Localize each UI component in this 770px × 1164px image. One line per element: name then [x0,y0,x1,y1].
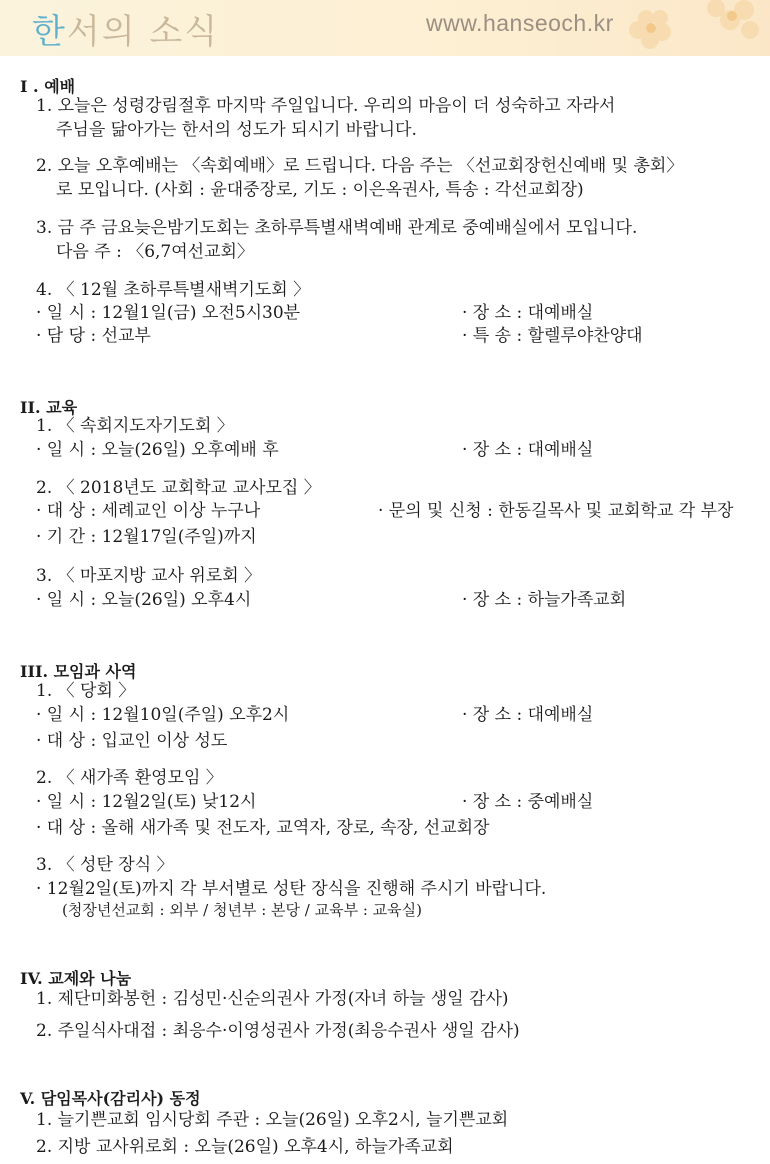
list-item: 로 모입니다. (사회 : 윤대중장로, 기도 : 이은옥권사, 특송 : 각선교회장) [56,180,584,200]
title-first-char: 한 [32,12,67,52]
church-url[interactable]: www.hanseoch.kr [426,10,614,36]
page-header [0,0,770,56]
list-item: · 대 상 : 올해 새가족 및 전도자, 교역자, 장로, 속장, 선교회장 [36,818,490,838]
list-item: · 일 시 : 12월10일(주일) 오후2시 [36,705,290,725]
list-item: 3. 〈 마포지방 교사 위로회 〉 [36,566,262,586]
list-item: · 담 당 : 선교부 [36,326,151,346]
section-title-pastor-schedule: V. 담임목사(감리사) 동정 [20,1089,201,1108]
newsletter-title [32,4,219,53]
list-item: · 장 소 : 대예배실 [462,705,594,725]
list-item: 1. 오늘은 성령강림절후 마지막 주일입니다. 우리의 마음이 더 성숙하고 자라서 [36,96,616,116]
list-item: · 기 간 : 12월17일(주일)까지 [36,527,257,547]
list-item: 1. 제단미화봉헌 : 김성민·신순의권사 가정(자녀 하늘 생일 감사) [36,989,509,1009]
flower-decoration-icon [610,0,770,56]
section-title-fellowship: IV. 교제와 나눔 [20,969,132,988]
list-item: 2. 주일식사대접 : 최응수·이영성권사 가정(최응수권사 생일 감사) [36,1021,520,1041]
list-item: · 장 소 : 대예배실 [462,440,594,460]
list-item: · 일 시 : 12월1일(금) 오전5시30분 [36,303,301,323]
list-item: 1. 늘기쁜교회 임시당회 주관 : 오늘(26일) 오후2시, 늘기쁜교회 [36,1110,509,1130]
list-item: (청장년선교회 : 외부 / 청년부 : 본당 / 교육부 : 교육실) [62,901,422,919]
list-item: 2. 〈 새가족 환영모임 〉 [36,768,223,788]
list-item: 3. 금 주 금요늦은밤기도회는 초하루특별새벽예배 관계로 중예배실에서 모입니다. [36,218,638,238]
list-item: · 일 시 : 12월2일(토) 낮12시 [36,792,257,812]
list-item: · 문의 및 신청 : 한동길목사 및 교회학교 각 부장 [378,501,734,521]
list-item: · 일 시 : 오늘(26일) 오후4시 [36,590,252,610]
section-title-education: II. 교육 [20,398,78,417]
list-item: · 장 소 : 중예배실 [462,792,594,812]
list-item: · 대 상 : 입교인 이상 성도 [36,731,228,751]
list-item: 2. 〈 2018년도 교회학교 교사모집 〉 [36,478,321,498]
list-item: 2. 지방 교사위로회 : 오늘(26일) 오후4시, 하늘가족교회 [36,1137,454,1157]
title-rest: 서의 소식 [66,12,220,52]
list-item: · 특 송 : 할렐루야찬양대 [462,326,643,346]
list-item: · 대 상 : 세례교인 이상 누구나 [36,501,261,521]
section-title-gatherings: III. 모임과 사역 [20,662,137,681]
list-item: 다음 주 : 〈6,7여선교회〉 [56,242,254,262]
list-item: 1. 〈 속회지도자기도회 〉 [36,416,234,436]
list-item: 4. 〈 12월 초하루특별새벽기도회 〉 [36,280,311,300]
list-item: · 12월2일(토)까지 각 부서별로 성탄 장식을 진행해 주시기 바랍니다. [36,879,547,899]
list-item: 1. 〈 당회 〉 [36,681,136,701]
list-item: 3. 〈 성탄 장식 〉 [36,855,174,875]
list-item: 주님을 닮아가는 한서의 성도가 되시기 바랍니다. [56,120,417,140]
list-item: · 장 소 : 대예배실 [462,303,594,323]
list-item: · 장 소 : 하늘가족교회 [462,590,627,610]
list-item: · 일 시 : 오늘(26일) 오후예배 후 [36,440,279,460]
section-title-worship: I . 예배 [20,77,76,96]
list-item: 2. 오늘 오후예배는 〈속회예배〉로 드립니다. 다음 주는 〈선교회장헌신예배 및 총회〉 [36,156,684,176]
